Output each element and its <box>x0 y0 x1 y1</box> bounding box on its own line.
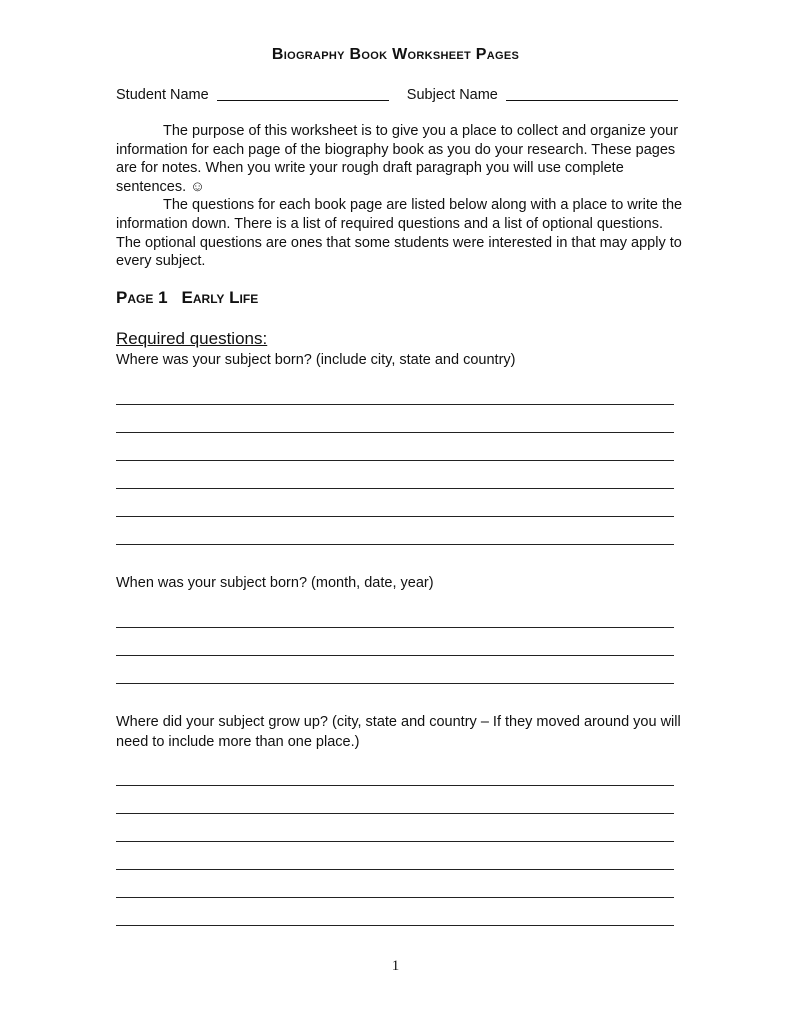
intro-text <box>116 122 691 271</box>
subject-name-blank[interactable] <box>506 86 678 101</box>
answer-line[interactable] <box>116 925 674 926</box>
answer-line[interactable] <box>116 841 674 842</box>
answer-line[interactable] <box>116 544 674 545</box>
answer-line[interactable] <box>116 869 674 870</box>
student-name-blank[interactable] <box>217 86 389 101</box>
section-page-title: Early Life <box>181 288 259 307</box>
answer-line[interactable] <box>116 460 674 461</box>
answer-line[interactable] <box>116 785 674 786</box>
answer-line[interactable] <box>116 488 674 489</box>
answer-line[interactable] <box>116 516 674 517</box>
required-questions-heading: Required questions: <box>116 329 268 348</box>
answer-line[interactable] <box>116 655 674 656</box>
intro-paragraph-1: The purpose of this worksheet is to give you a place to collect and organize your information for each page of the biography book as you do your research. These pages are for notes. When you write your rough draft paragraph you will use complete sentences. ☺ <box>116 123 679 195</box>
answer-line[interactable] <box>116 432 674 433</box>
page-title: Biography Book Worksheet Pages <box>271 46 520 63</box>
answer-line[interactable] <box>116 897 674 898</box>
answer-line[interactable] <box>116 404 674 405</box>
answer-line[interactable] <box>116 627 674 628</box>
student-name-label: Student Name <box>116 87 209 103</box>
intro-paragraph-2: The questions for each book page are listed below along with a place to write the information down. There is a list of required questions and a list of optional questions. The optional questions are ones that some students were interested in that may apply to every subject. <box>116 197 683 270</box>
section-page-label: Page 1 <box>116 288 168 307</box>
page-number: 1 <box>391 958 400 974</box>
name-fields-row <box>116 86 678 103</box>
subject-name-label: Subject Name <box>406 87 498 103</box>
question-2: When was your subject born? (month, date, year) <box>116 575 434 591</box>
question-3: Where did your subject grow up? (city, state and country – If they moved around you will need to include more than one place.) <box>116 714 681 750</box>
question-1: Where was your subject born? (include city, state and country) <box>116 352 516 368</box>
answer-line[interactable] <box>116 683 674 684</box>
answer-line[interactable] <box>116 813 674 814</box>
section-heading <box>116 288 258 308</box>
